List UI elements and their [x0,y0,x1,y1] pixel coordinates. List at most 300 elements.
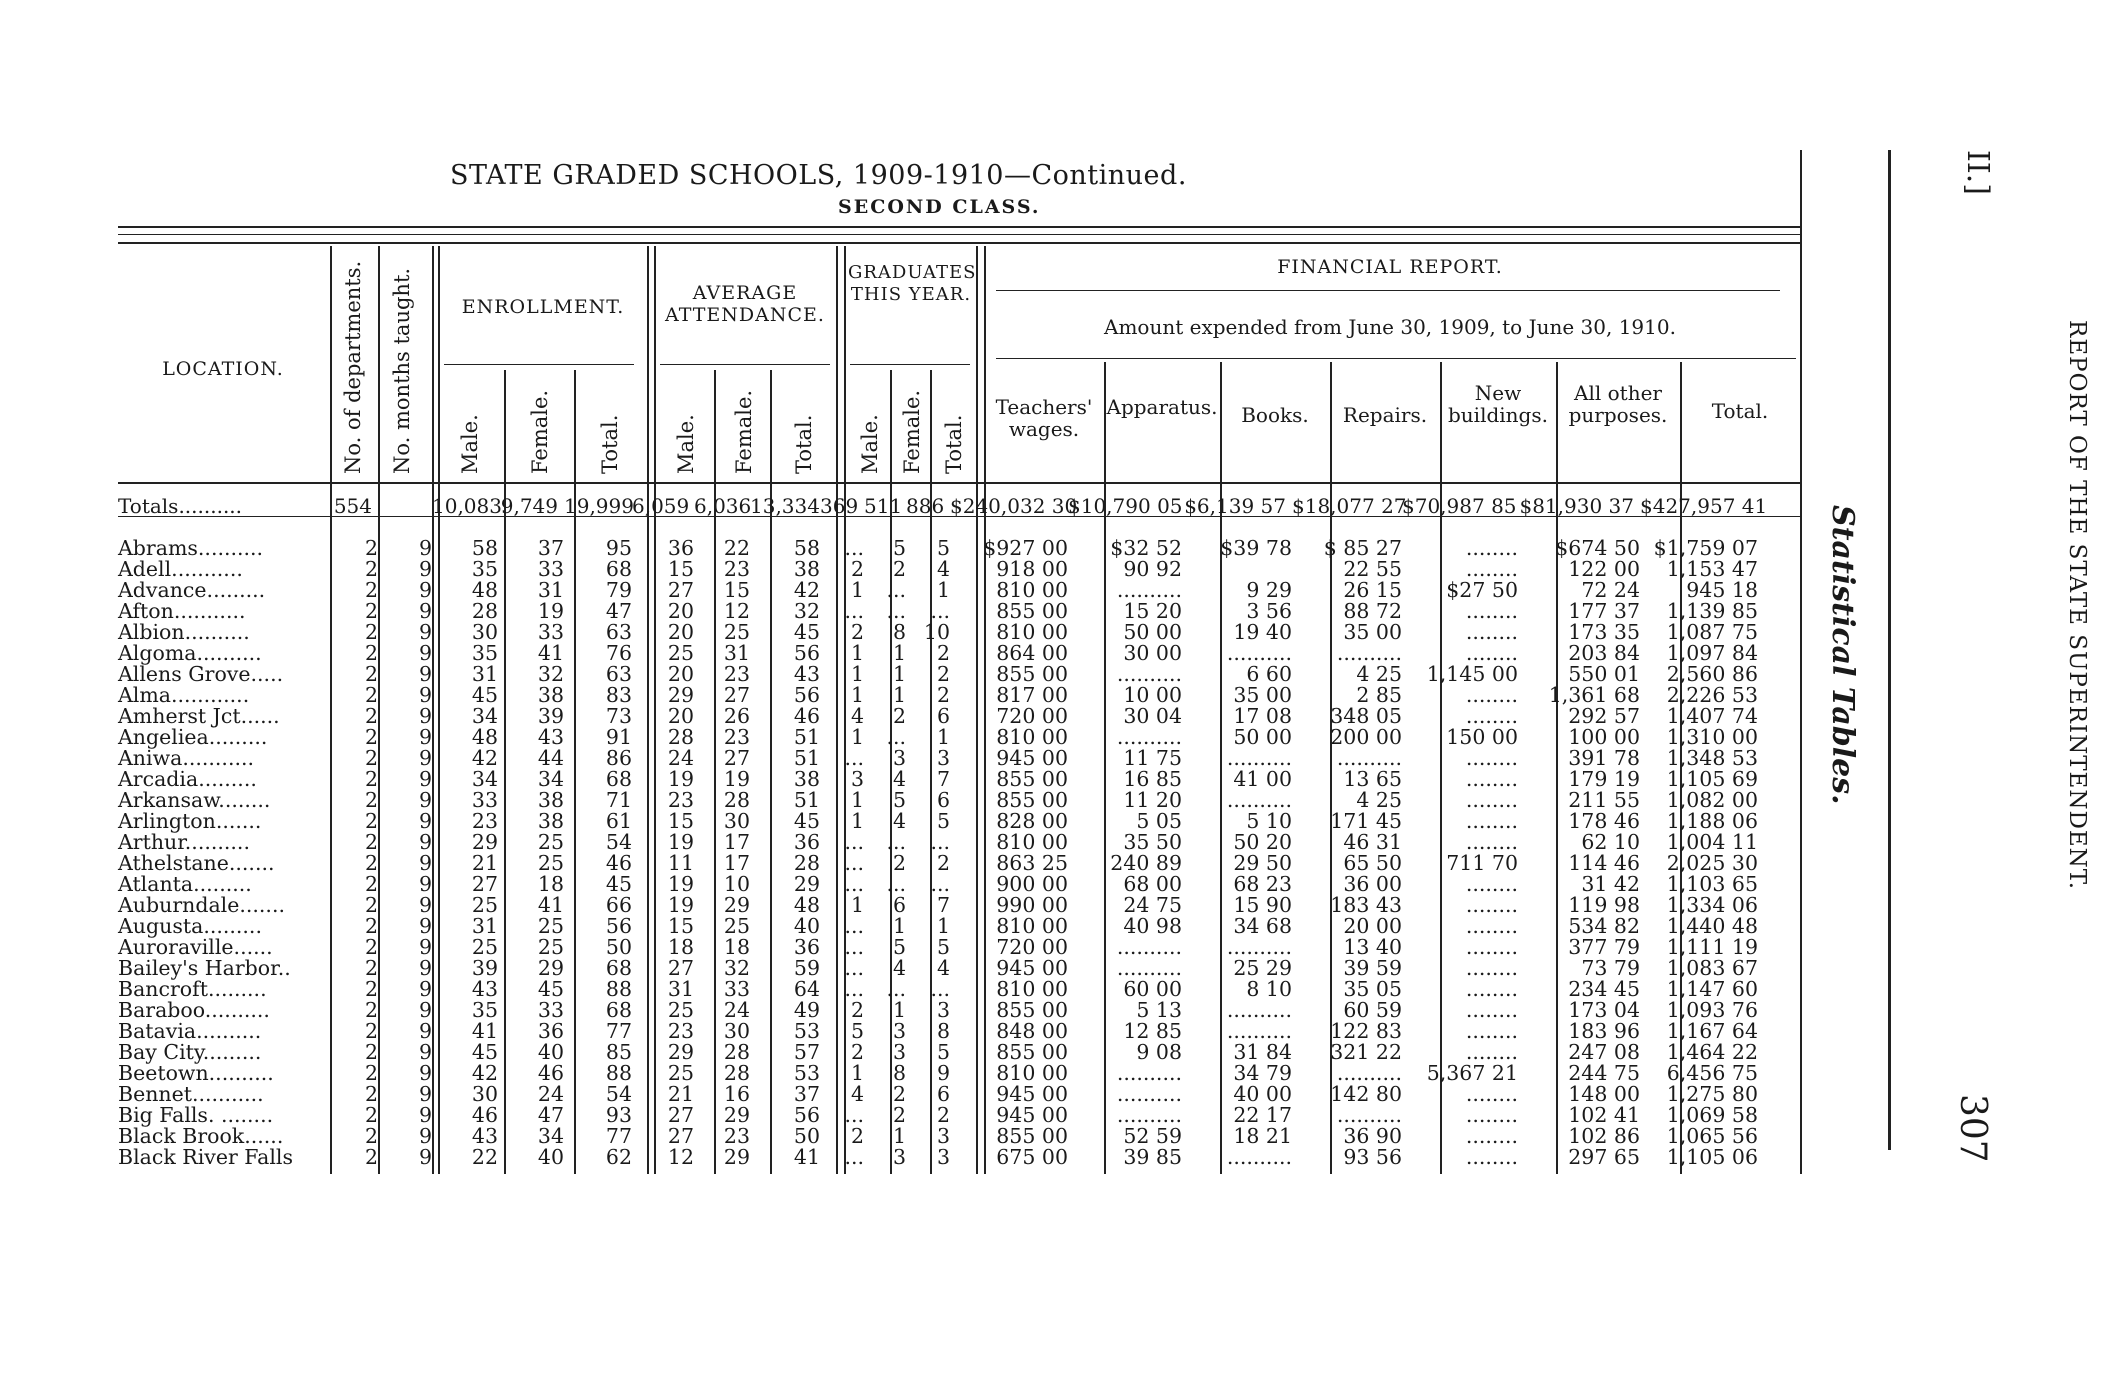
repairs-cell: 142 80 [1330,1082,1402,1106]
teachers-wages-cell: 810 00 [996,977,1068,1001]
grad-female-cell: 6 [892,893,906,917]
att-female-cell: 16 [723,1082,750,1106]
enroll-male-cell: 31 [471,662,498,686]
fin-total-cell: 1,065 56 [1666,1124,1758,1148]
new-buildings-cell: ........ [1465,788,1518,812]
table-row [118,1084,1758,1105]
departments-cell: 2 [364,599,378,623]
totals-new-buildings: $70,987 85 [1402,494,1517,518]
books-cell: 3 56 [1246,599,1292,623]
table-row [118,979,1758,1000]
fin-total-header: Total. [1711,399,1769,423]
grad-total-cell: 5 [936,1040,950,1064]
months-cell: 9 [418,956,432,980]
months-cell: 9 [418,599,432,623]
att-male-cell: 19 [667,830,694,854]
att-male-cell: 20 [667,662,694,686]
apparatus-cell: 40 98 [1123,914,1182,938]
months-cell: 9 [418,935,432,959]
totals-apparatus: $10,790 05 [1068,494,1183,518]
att-female-cell: 28 [723,788,750,812]
months-cell: 9 [418,1124,432,1148]
books-cell: 68 23 [1233,872,1292,896]
totals-att-male: 6,059 [632,494,690,518]
att-female-cell: 23 [723,557,750,581]
books-cell: 15 90 [1233,893,1292,917]
teachers-wages-cell: 810 00 [996,725,1068,749]
att-male-cell: 19 [667,872,694,896]
grad-female-cell: 1 [892,914,906,938]
books-cell: 9 29 [1246,578,1292,602]
att-total-cell: 45 [793,620,820,644]
books-cell: 5 10 [1246,809,1292,833]
top-rule-3 [118,242,1800,244]
att-total-header: Total. [792,414,816,474]
grad-female-cell: 3 [892,746,906,770]
margin-rule [1888,150,1891,1150]
enroll-total-header: Total. [598,414,622,474]
all-other-cell: 203 84 [1568,641,1640,665]
departments-cell: 2 [364,956,378,980]
teachers-wages-cell: 990 00 [996,893,1068,917]
enroll-male-cell: 30 [471,620,498,644]
books-cell: 35 00 [1233,683,1292,707]
apparatus-cell: $32 52 [1110,536,1182,560]
att-female-cell: 18 [723,935,750,959]
months-cell: 9 [418,893,432,917]
att-male-cell: 25 [667,1061,694,1085]
att-female-cell: 22 [723,536,750,560]
grad-female-cell: 2 [892,1082,906,1106]
att-female-cell: 30 [723,809,750,833]
fin-total-cell: 1,147 60 [1666,977,1758,1001]
location-cell: Abrams.......... [118,536,264,560]
apparatus-cell: 16 85 [1123,767,1182,791]
att-total-cell: 38 [793,557,820,581]
apparatus-cell: .......... [1116,1082,1182,1106]
departments-cell: 2 [364,578,378,602]
apparatus-cell: .......... [1116,725,1182,749]
att-female-cell: 23 [723,1124,750,1148]
apparatus-cell: .......... [1116,1103,1182,1127]
att-total-cell: 40 [793,914,820,938]
enroll-total-cell: 86 [605,746,632,770]
fin-total-cell: 1,087 75 [1666,620,1758,644]
enrollment-rule [444,364,634,365]
enroll-total-cell: 95 [605,536,632,560]
books-cell: 31 84 [1233,1040,1292,1064]
books-cell: 29 50 [1233,851,1292,875]
enroll-total-cell: 77 [605,1124,632,1148]
new-buildings-cell: ........ [1465,956,1518,980]
books-header: Books. [1241,403,1309,427]
repairs-cell: 348 05 [1330,704,1402,728]
new-buildings-cell: 1,145 00 [1426,662,1518,686]
fin-total-cell: $1,759 07 [1653,536,1758,560]
new-buildings-cell: ........ [1465,536,1518,560]
enroll-female-cell: 43 [537,725,564,749]
grad-female-cell: 2 [892,1103,906,1127]
table-row [118,1063,1758,1084]
att-total-cell: 36 [793,935,820,959]
repairs-cell: 13 40 [1343,935,1402,959]
enroll-total-cell: 88 [605,977,632,1001]
enroll-female-cell: 25 [537,830,564,854]
grad-male-cell: 1 [850,1061,864,1085]
totals-enroll-female: 9,749 [500,494,558,518]
fin-total-cell: 1,348 53 [1666,746,1758,770]
books-cell: 8 10 [1246,977,1292,1001]
months-cell: 9 [418,536,432,560]
new-buildings-cell: ........ [1465,830,1518,854]
grad-total-cell: 3 [936,746,950,770]
new-buildings-cell: ........ [1465,1082,1518,1106]
table-row [118,706,1758,727]
grad-total-cell: ... [930,599,950,623]
fin-total-cell: 1,097 84 [1666,641,1758,665]
months-cell: 9 [418,1145,432,1169]
books-cell: 17 08 [1233,704,1292,728]
table-row [118,790,1758,811]
location-cell: Advance......... [118,578,266,602]
grad-male-cell: 1 [850,683,864,707]
all-other-cell: 100 00 [1568,725,1640,749]
enroll-male-cell: 30 [471,1082,498,1106]
location-cell: Angeliea......... [118,725,268,749]
att-female-cell: 17 [723,851,750,875]
location-cell: Beetown.......... [118,1061,274,1085]
enroll-female-cell: 33 [537,620,564,644]
new-buildings-cell: ........ [1465,1124,1518,1148]
enroll-female-cell: 36 [537,1019,564,1043]
all-other-cell: 62 10 [1581,830,1640,854]
books-cell: .......... [1226,641,1292,665]
att-total-cell: 42 [793,578,820,602]
enroll-male-cell: 48 [471,578,498,602]
enroll-female-cell: 40 [537,1040,564,1064]
enroll-total-cell: 76 [605,641,632,665]
books-cell: .......... [1226,746,1292,770]
departments-cell: 2 [364,998,378,1022]
repairs-cell: 200 00 [1330,725,1402,749]
graduates-rule [850,364,970,365]
all-other-cell: 550 01 [1568,662,1640,686]
enroll-total-cell: 93 [605,1103,632,1127]
books-cell: $39 78 [1220,536,1292,560]
grad-total-cell: 9 [936,1061,950,1085]
totals-enroll-total: 19,999 [564,494,634,518]
grad-total-cell: 3 [936,1145,950,1169]
grad-male-cell: ... [844,536,864,560]
enroll-female-cell: 24 [537,1082,564,1106]
att-male-cell: 20 [667,599,694,623]
teachers-wages-cell: 848 00 [996,1019,1068,1043]
enroll-male-cell: 22 [471,1145,498,1169]
fin-total-cell: 1,188 06 [1666,809,1758,833]
att-male-cell: 27 [667,578,694,602]
repairs-cell: 36 00 [1343,872,1402,896]
location-cell: Augusta......... [118,914,262,938]
enroll-male-cell: 28 [471,599,498,623]
departments-cell: 2 [364,557,378,581]
apparatus-cell: .......... [1116,1061,1182,1085]
enroll-female-header: Female. [528,389,552,474]
all-other-cell: 292 57 [1568,704,1640,728]
enroll-total-cell: 47 [605,599,632,623]
grad-total-cell: 5 [936,935,950,959]
grad-total-cell: 2 [936,851,950,875]
grad-female-header: Female. [900,389,924,474]
new-buildings-cell: ........ [1465,1040,1518,1064]
departments-header: No. of departments. [341,260,365,474]
apparatus-cell: 11 75 [1123,746,1182,770]
apparatus-cell: 35 50 [1123,830,1182,854]
att-female-cell: 10 [723,872,750,896]
enroll-male-cell: 25 [471,935,498,959]
grad-male-cell: ... [844,1145,864,1169]
table-row [118,664,1758,685]
table-row [118,1021,1758,1042]
grad-female-cell: 3 [892,1145,906,1169]
all-other-cell: 183 96 [1568,1019,1640,1043]
books-cell: .......... [1226,998,1292,1022]
grad-male-cell: ... [844,830,864,854]
page-number: 307 [1952,1094,1993,1163]
grad-total-cell: 5 [936,536,950,560]
months-cell: 9 [418,788,432,812]
repairs-cell: 65 50 [1343,851,1402,875]
top-rule [118,226,1800,228]
grad-total-cell: 4 [936,956,950,980]
apparatus-cell: .......... [1116,578,1182,602]
apparatus-cell: 68 00 [1123,872,1182,896]
att-male-cell: 19 [667,893,694,917]
att-male-cell: 19 [667,767,694,791]
all-other-header: All other purposes. [1568,381,1668,427]
totals-enroll-male: 10,083 [432,494,502,518]
enroll-male-cell: 48 [471,725,498,749]
grad-total-cell: 1 [936,578,950,602]
location-cell: Arkansaw........ [118,788,271,812]
totals-books: $6,139 57 [1184,494,1286,518]
enroll-female-cell: 29 [537,956,564,980]
months-cell: 9 [418,1103,432,1127]
enroll-female-cell: 37 [537,536,564,560]
att-total-cell: 64 [793,977,820,1001]
att-male-cell: 11 [667,851,694,875]
grad-female-cell: 2 [892,557,906,581]
months-cell: 9 [418,830,432,854]
apparatus-cell: 24 75 [1123,893,1182,917]
enroll-male-cell: 43 [471,977,498,1001]
financial-header: FINANCIAL REPORT. [1277,256,1503,278]
att-female-cell: 15 [723,578,750,602]
enroll-male-cell: 34 [471,767,498,791]
att-total-cell: 50 [793,1124,820,1148]
months-cell: 9 [418,998,432,1022]
fin-total-cell: 1,103 65 [1666,872,1758,896]
repairs-cell: 4 25 [1356,662,1402,686]
repairs-cell: 22 55 [1343,557,1402,581]
totals-grad-total: 886 [906,494,945,518]
grad-total-cell: 2 [936,641,950,665]
grad-male-cell: 1 [850,662,864,686]
new-buildings-cell: ........ [1465,557,1518,581]
grad-male-cell: ... [844,1103,864,1127]
att-total-cell: 58 [793,536,820,560]
grad-total-cell: ... [930,977,950,1001]
totals-repairs: $18,077 27 [1292,494,1407,518]
grad-male-cell: 2 [850,998,864,1022]
location-cell: Black Brook...... [118,1124,284,1148]
table-row [118,643,1758,664]
enroll-male-header: Male. [458,414,482,474]
books-cell [1182,559,1292,580]
grad-total-cell: 2 [936,1103,950,1127]
enroll-male-cell: 34 [471,704,498,728]
grad-female-cell: 2 [892,851,906,875]
books-cell: 40 00 [1233,1082,1292,1106]
fin-total-cell: 1,167 64 [1666,1019,1758,1043]
fin-total-cell: 945 18 [1686,578,1758,602]
books-cell: 34 68 [1233,914,1292,938]
new-buildings-cell: 150 00 [1446,725,1518,749]
enroll-female-cell: 19 [537,599,564,623]
books-cell: 50 20 [1233,830,1292,854]
new-buildings-cell: ........ [1465,809,1518,833]
enroll-female-cell: 44 [537,746,564,770]
repairs-cell: 60 59 [1343,998,1402,1022]
all-other-cell: 534 82 [1568,914,1640,938]
fin-total-cell: 1,004 11 [1666,830,1758,854]
teachers-wages-cell: 855 00 [996,998,1068,1022]
new-buildings-cell: ........ [1465,1019,1518,1043]
att-male-cell: 21 [667,1082,694,1106]
grad-female-cell: ... [886,599,906,623]
header-bottom-rule [118,482,1800,484]
location-cell: Bailey's Harbor.. [118,956,291,980]
enroll-male-cell: 46 [471,1103,498,1127]
location-cell: Atlanta......... [118,872,252,896]
grad-female-cell: 4 [892,767,906,791]
att-female-header: Female. [732,389,756,474]
fin-total-cell: 1,069 58 [1666,1103,1758,1127]
grad-female-cell: ... [886,578,906,602]
all-other-cell: 173 04 [1568,998,1640,1022]
all-other-cell: 173 35 [1568,620,1640,644]
teachers-wages-cell: 855 00 [996,1124,1068,1148]
departments-cell: 2 [364,746,378,770]
table-row [118,685,1758,706]
att-female-cell: 33 [723,977,750,1001]
att-male-cell: 25 [667,998,694,1022]
teachers-wages-cell: 810 00 [996,914,1068,938]
departments-cell: 2 [364,1082,378,1106]
apparatus-cell: 39 85 [1123,1145,1182,1169]
att-total-cell: 41 [793,1145,820,1169]
enroll-total-cell: 54 [605,1082,632,1106]
grad-male-cell: 1 [850,788,864,812]
all-other-cell: 31 42 [1581,872,1640,896]
grad-female-cell: 1 [892,998,906,1022]
location-cell: Arthur.......... [118,830,250,854]
repairs-cell: .......... [1336,641,1402,665]
teachers-wages-cell: 855 00 [996,1040,1068,1064]
teachers-wages-cell: 828 00 [996,809,1068,833]
repairs-cell: 20 00 [1343,914,1402,938]
table-row [118,811,1758,832]
table-row [118,874,1758,895]
table-row [118,580,1758,601]
fin-total-cell: 1,275 80 [1666,1082,1758,1106]
grad-male-cell: ... [844,977,864,1001]
months-header: No. months taught. [390,267,414,474]
grad-total-cell: 7 [936,893,950,917]
grad-male-cell: ... [844,851,864,875]
att-male-cell: 29 [667,683,694,707]
repairs-cell: 35 05 [1343,977,1402,1001]
att-female-cell: 17 [723,830,750,854]
enroll-female-cell: 45 [537,977,564,1001]
repairs-cell: 35 00 [1343,620,1402,644]
new-buildings-cell: ........ [1465,914,1518,938]
enroll-male-cell: 25 [471,893,498,917]
new-buildings-cell: ........ [1465,1145,1518,1169]
enroll-total-cell: 68 [605,998,632,1022]
table-row [118,601,1758,622]
totals-teachers-wages: $240,032 30 [950,494,1078,518]
table-row [118,559,1758,580]
new-buildings-cell: ........ [1465,977,1518,1001]
departments-cell: 2 [364,620,378,644]
all-other-cell: 102 41 [1568,1103,1640,1127]
repairs-cell: 171 45 [1330,809,1402,833]
grad-female-cell: ... [886,725,906,749]
teachers-wages-cell: 810 00 [996,830,1068,854]
fin-total-cell: 1,083 67 [1666,956,1758,980]
enroll-female-cell: 25 [537,935,564,959]
departments-cell: 2 [364,851,378,875]
grad-male-cell: ... [844,746,864,770]
books-cell: 6 60 [1246,662,1292,686]
att-male-cell: 23 [667,1019,694,1043]
all-other-cell: 211 55 [1568,788,1640,812]
departments-cell: 2 [364,1040,378,1064]
repairs-cell: .......... [1336,1103,1402,1127]
new-buildings-cell: ........ [1465,746,1518,770]
fin-total-cell: 1,153 47 [1666,557,1758,581]
location-cell: Arcadia......... [118,767,257,791]
grad-female-cell: 3 [892,1019,906,1043]
location-cell: Alma............ [118,683,250,707]
enroll-male-cell: 35 [471,557,498,581]
enroll-total-cell: 45 [605,872,632,896]
att-male-cell: 36 [667,536,694,560]
enroll-total-cell: 54 [605,830,632,854]
enroll-total-cell: 85 [605,1040,632,1064]
departments-cell: 2 [364,641,378,665]
totals-location: Totals.......... [118,494,243,518]
enroll-male-cell: 42 [471,1061,498,1085]
enroll-total-cell: 68 [605,557,632,581]
grad-female-cell: 3 [892,1040,906,1064]
months-cell: 9 [418,557,432,581]
table-row [118,727,1758,748]
att-total-cell: 51 [793,725,820,749]
att-male-cell: 28 [667,725,694,749]
grad-male-cell: ... [844,872,864,896]
books-cell: 18 21 [1233,1124,1292,1148]
